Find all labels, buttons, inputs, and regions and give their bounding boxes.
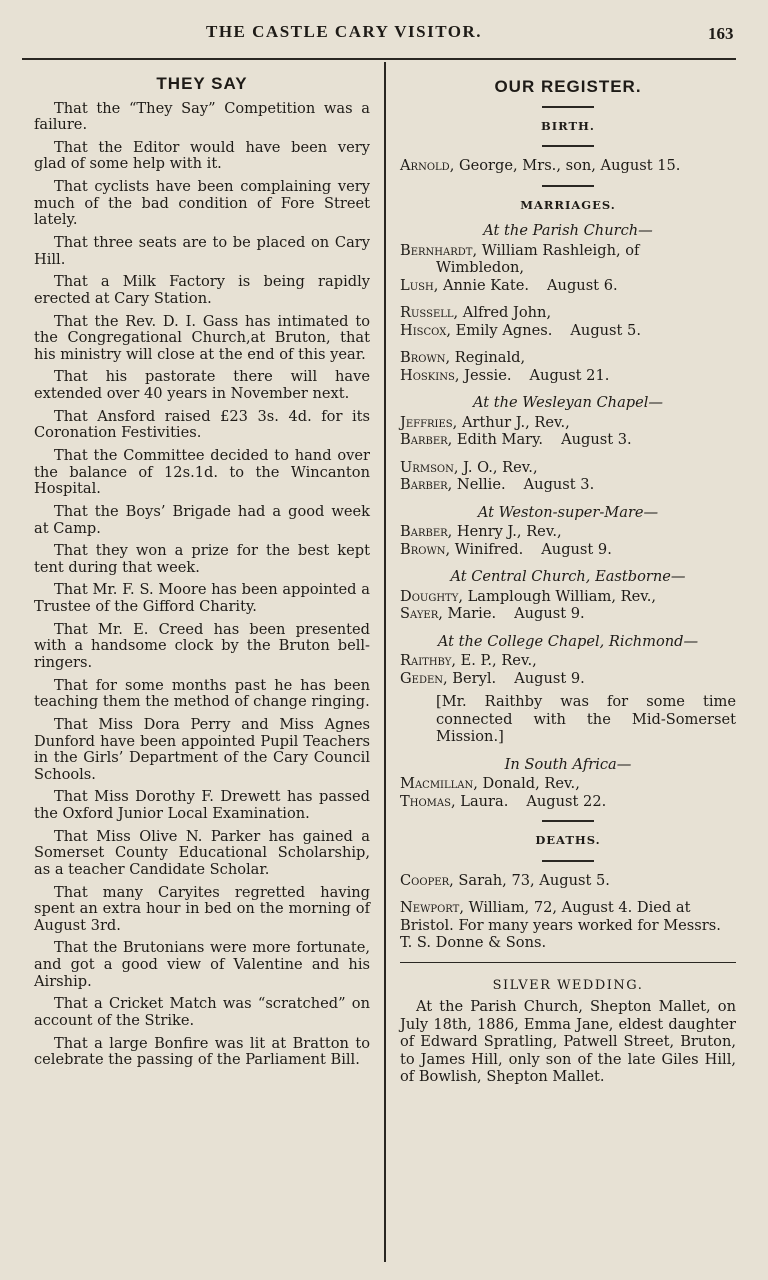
bride-details: , Nellie.	[447, 476, 506, 493]
groom-details: , Reginald,	[445, 349, 526, 366]
they-say-item: That three seats are to be placed on Cary Hill.	[34, 234, 370, 268]
bride-details: , Winifred.	[445, 540, 524, 558]
birth-surname: Arnold	[400, 157, 450, 174]
section-rule	[542, 820, 594, 822]
bride-details: , Jessie.	[454, 366, 512, 384]
death-surname: Newport	[400, 899, 460, 916]
groom-details: , Henry J., Rev.,	[447, 523, 562, 540]
bride-surname: Hoskins	[400, 366, 455, 384]
groom-details: , E. P., Rev.,	[451, 652, 537, 669]
bride-details: , Emily Agnes.	[446, 321, 553, 339]
they-say-item: That cyclists have been complaining very much of the bad condition of Fore Street lately.	[34, 178, 370, 229]
publication-title: THE CASTLE CARY VISITOR.	[206, 22, 482, 41]
groom-details: , William Rashleigh, of	[472, 241, 640, 259]
groom-details: , Alfred John,	[453, 304, 552, 321]
bride-surname: Sayer	[400, 605, 439, 622]
they-say-item: That Mr. E. Creed has been presented with a handsome clock by the Bruton bell-ringers.	[34, 620, 370, 671]
marriage-place: In South Africa—	[504, 755, 632, 773]
marriage-date: August 3.	[561, 431, 632, 448]
they-say-item: That Miss Olive N. Parker has gained a Somerset County Educational Scholarship, as a teacher Candidate Scholar.	[34, 827, 370, 878]
they-say-item: That the “They Say” Competition was a failure.	[34, 99, 370, 134]
bride-surname: Hiscox	[400, 321, 447, 339]
bride-details: , Beryl.	[443, 669, 497, 687]
marriage-entry	[400, 414, 736, 449]
section-rule	[542, 145, 594, 147]
marriage-entry	[400, 523, 736, 558]
birth-heading: BIRTH.	[541, 118, 595, 133]
deaths-heading: DEATHS.	[535, 833, 601, 847]
they-say-item: That his pastorate there will have extended over 40 years in November next.	[34, 368, 370, 403]
groom-details-cont: Wimbledon,	[436, 259, 525, 276]
marriage-entry	[400, 652, 736, 687]
marriage-place: At the Wesleyan Chapel—	[472, 394, 664, 411]
death-entry	[400, 872, 736, 890]
they-say-item: That the Editor would have been very glad of some help with it.	[34, 138, 370, 173]
they-say-item: That they won a prize for the best kept tent during that week.	[34, 542, 370, 576]
silver-wedding-text: At the Parish Church, Shepton Mallet, on July 18th, 1886, Emma Jane, eldest daughter of Edward Spratling, Patwell Street, Bruton, to James Hill, only son of the late Giles Hill, of Bowlish, Shepton Mallet.	[400, 998, 736, 1085]
groom-surname: Bernhardt	[400, 241, 473, 259]
marriage-place: At Weston-super-Mare—	[477, 503, 659, 521]
they-say-item: That Miss Dorothy F. Drewett has passed the Oxford Junior Local Examination.	[34, 788, 370, 822]
birth-details: , George, Mrs., son, August 15.	[449, 157, 681, 174]
marriage-entry	[400, 242, 736, 295]
bride-surname: Barber	[400, 476, 448, 493]
they-say-item: That a Cricket Match was “scratched” on account of the Strike.	[34, 995, 370, 1029]
marriage-entry	[400, 459, 736, 494]
they-say-item: That many Caryites regretted having spent an extra hour in bed on the morning of August 3rd.	[34, 883, 370, 934]
they-say-item: That the Rev. D. I. Gass has intimated to the Congregational Church,at Bruton, that his ministry will close at the end of this year.	[34, 312, 370, 363]
marriage-date: August 5.	[570, 321, 641, 339]
page-number: 163	[708, 24, 734, 43]
groom-details: , Arthur J., Rev.,	[452, 413, 570, 431]
they-say-item: That the Committee decided to hand over the balance of 12s.1d. to the Wincanton Hospital.	[34, 447, 370, 498]
marriage-date: August 9.	[514, 669, 585, 687]
bride-details: , Laura.	[450, 792, 509, 810]
marriage-entry	[400, 775, 736, 810]
marriage-place: At the Parish Church—	[483, 222, 653, 239]
section-divider	[400, 962, 736, 963]
they-say-heading: THEY SAY	[156, 74, 248, 93]
section-rule	[542, 185, 594, 187]
they-say-item: That Ansford raised £23 3s. 4d. for its Coronation Festivities.	[34, 407, 370, 442]
death-surname: Cooper	[400, 871, 450, 889]
birth-entry	[400, 157, 736, 175]
bride-details: , Edith Mary.	[447, 431, 544, 448]
death-entry	[400, 899, 736, 952]
section-rule	[542, 860, 594, 862]
bride-surname: Brown	[400, 540, 446, 558]
silver-wedding-heading: SILVER WEDDING.	[492, 977, 644, 993]
marriage-date: August 3.	[523, 476, 595, 493]
they-say-column	[34, 76, 370, 1075]
register-heading: OUR REGISTER.	[494, 77, 642, 96]
bride-surname: Lush	[400, 276, 434, 294]
they-say-item: That a large Bonfire was lit at Bratton to celebrate the passing of the Parliament Bill.	[34, 1034, 370, 1069]
groom-surname: Jeffries	[400, 413, 453, 431]
groom-surname: Barber	[400, 523, 448, 540]
marriage-date: August 6.	[547, 276, 618, 294]
death-details: , Sarah, 73, August 5.	[449, 871, 610, 889]
groom-surname: Macmillan	[400, 775, 474, 792]
marriage-entry	[400, 349, 736, 384]
groom-details: , J. O., Rev.,	[453, 458, 538, 476]
groom-surname: Brown	[400, 349, 446, 366]
groom-details: , Lamplough William, Rev.,	[458, 587, 657, 605]
column-divider	[384, 62, 386, 1262]
section-rule	[542, 106, 594, 108]
bride-surname: Thomas	[400, 792, 451, 810]
they-say-item: That Miss Dora Perry and Miss Agnes Dunford have been appointed Pupil Teachers in the Girls’ Department of the Cary Council Schools.	[34, 715, 370, 783]
marriage-entry	[400, 588, 736, 623]
marriage-date: August 22.	[526, 792, 607, 810]
marriage-entry	[400, 304, 736, 339]
they-say-item: That the Boys’ Brigade had a good week at Camp.	[34, 502, 370, 537]
header-rule	[22, 58, 736, 60]
marriage-note: [Mr. Raithby was for some time connected with the Mid-Somerset Mission.]	[436, 693, 736, 745]
bride-details: , Annie Kate.	[433, 276, 530, 294]
marriage-date: August 21.	[529, 366, 610, 384]
groom-details: , Donald, Rev.,	[473, 775, 580, 792]
groom-surname: Russell	[400, 304, 454, 321]
groom-surname: Doughty	[400, 587, 459, 605]
they-say-item: That a Milk Factory is being rapidly erected at Cary Station.	[34, 273, 370, 307]
page-header	[0, 20, 768, 48]
marriage-date: August 9.	[541, 540, 612, 558]
groom-surname: Urmson	[400, 458, 454, 476]
they-say-item: That Mr. F. S. Moore has been appointed a Trustee of the Gifford Charity.	[34, 581, 370, 616]
they-say-item: That for some months past he has been teaching them the method of change ringing.	[34, 676, 370, 711]
register-column	[400, 78, 736, 1086]
marriages-heading: MARRIAGES.	[520, 197, 616, 212]
marriage-date: August 9.	[514, 605, 585, 622]
marriage-place: At the College Chapel, Richmond—	[437, 632, 699, 650]
bride-details: , Marie.	[438, 605, 497, 622]
bride-surname: Geden	[400, 669, 444, 687]
groom-surname: Raithby	[400, 652, 452, 669]
death-details: , William, 72, August 4. Died at Bristol. For many years worked for Messrs. T. S. Donne & Sons.	[400, 899, 721, 951]
marriage-place: At Central Church, Eastborne—	[450, 568, 686, 585]
bride-surname: Barber	[400, 431, 448, 448]
they-say-item: That the Brutonians were more fortunate, and got a good view of Valentine and his Airship.	[34, 939, 370, 990]
